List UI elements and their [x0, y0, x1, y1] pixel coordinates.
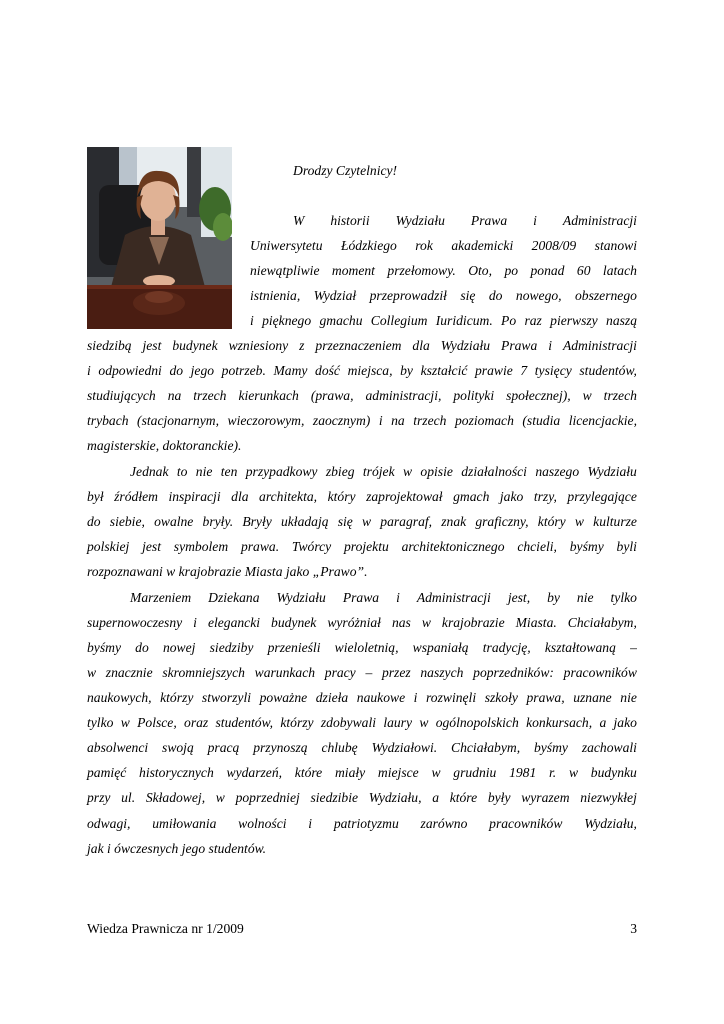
letter-salutation: Drodzy Czytelnicy!: [293, 163, 398, 178]
letter-line: rozpoznawani w krajobrazie Miasta jako „Prawo”.: [87, 564, 368, 579]
letter-line: W historii Wydziału Prawa i Administracji: [293, 213, 637, 228]
letter-line: Jednak to nie ten przypadkowy zbieg trójek w opisie działalności naszego Wydziału: [130, 464, 637, 479]
letter-line: w znacznie skromniejszych warunkach pracy – przez naszych poprzedników: pracowników: [87, 665, 637, 680]
letter-line: magisterskie, doktoranckie).: [87, 438, 242, 453]
letter-line: byśmy do nowej siedziby przenieśli wieloletnią, wspaniałą tradycję, kształtowaną –: [87, 640, 637, 655]
letter-line: do siebie, owalne bryły. Bryły układają się w paragraf, znak graficzny, który w kulturze: [87, 514, 637, 529]
letter-line: supernowoczesny i elegancki budynek wyróżniał nas w krajobrazie Miasta. Chciałabym,: [87, 615, 637, 630]
footer-publication: Wiedza Prawnicza nr 1/2009: [87, 921, 244, 936]
letter-line: istnienia, Wydział przeprowadził się do nowego, obszernego: [250, 288, 637, 303]
letter-line: niewątpliwie moment przełomowy. Oto, po ponad 60 latach: [250, 263, 637, 278]
letter-line: pamięć historycznych wydarzeń, które miały miejsce w grudniu 1981 r. w budynku: [87, 765, 637, 780]
letter-line: naukowych, którzy stworzyli poważne dzieła naukowe i rozwinęli szkoły prawa, uznane nie: [87, 690, 637, 705]
letter-line: i odpowiedni do jego potrzeb. Mamy dość miejsca, by kształcić prawie 7 tysięcy studentów,: [87, 363, 637, 378]
letter-line: siedzibą jest budynek wzniesiony z przeznaczeniem dla Wydziału Prawa i Administracji: [87, 338, 637, 353]
letter-line: przy ul. Składowej, w poprzedniej siedzibie Wydziału, a które były wyrazem niezwykłej: [87, 790, 637, 805]
letter-line: absolwenci swoją pracą przynoszą chlubę Wydziałowi. Chciałabym, byśmy zachowali: [87, 740, 637, 755]
letter-line: Marzeniem Dziekana Wydziału Prawa i Administracji jest, by nie tylko: [130, 590, 637, 605]
letter-line: odwagi, umiłowania wolności i patriotyzmu zarówno pracowników Wydziału,: [87, 816, 637, 831]
letter-line: trybach (stacjonarnym, wieczorowym, zaocznym) i na trzech poziomach (studia licencjackie,: [87, 413, 637, 428]
letter-line: tylko w Polsce, oraz studentów, którzy zdobywali laury w ogólnopolskich konkursach, a jako: [87, 715, 637, 730]
letter-line: studiujących na trzech kierunkach (prawa, administracji, polityki społecznej), w trzech: [87, 388, 637, 403]
author-portrait-photo: [87, 147, 232, 329]
letter-line: był źródłem inspiracji dla architekta, który zaprojektował gmach jako trzy, przylegające: [87, 489, 637, 504]
letter-line: jak i ówczesnych jego studentów.: [87, 841, 267, 856]
footer-page-number: 3: [630, 921, 637, 936]
letter-line: i pięknego gmachu Collegium Iuridicum. Po raz pierwszy naszą: [250, 313, 637, 328]
letter-line: Uniwersytetu Łódzkiego rok akademicki 2008/09 stanowi: [250, 238, 637, 253]
letter-line: polskiej jest symbolem prawa. Twórcy projektu architektonicznego chcieli, byśmy byli: [87, 539, 637, 554]
